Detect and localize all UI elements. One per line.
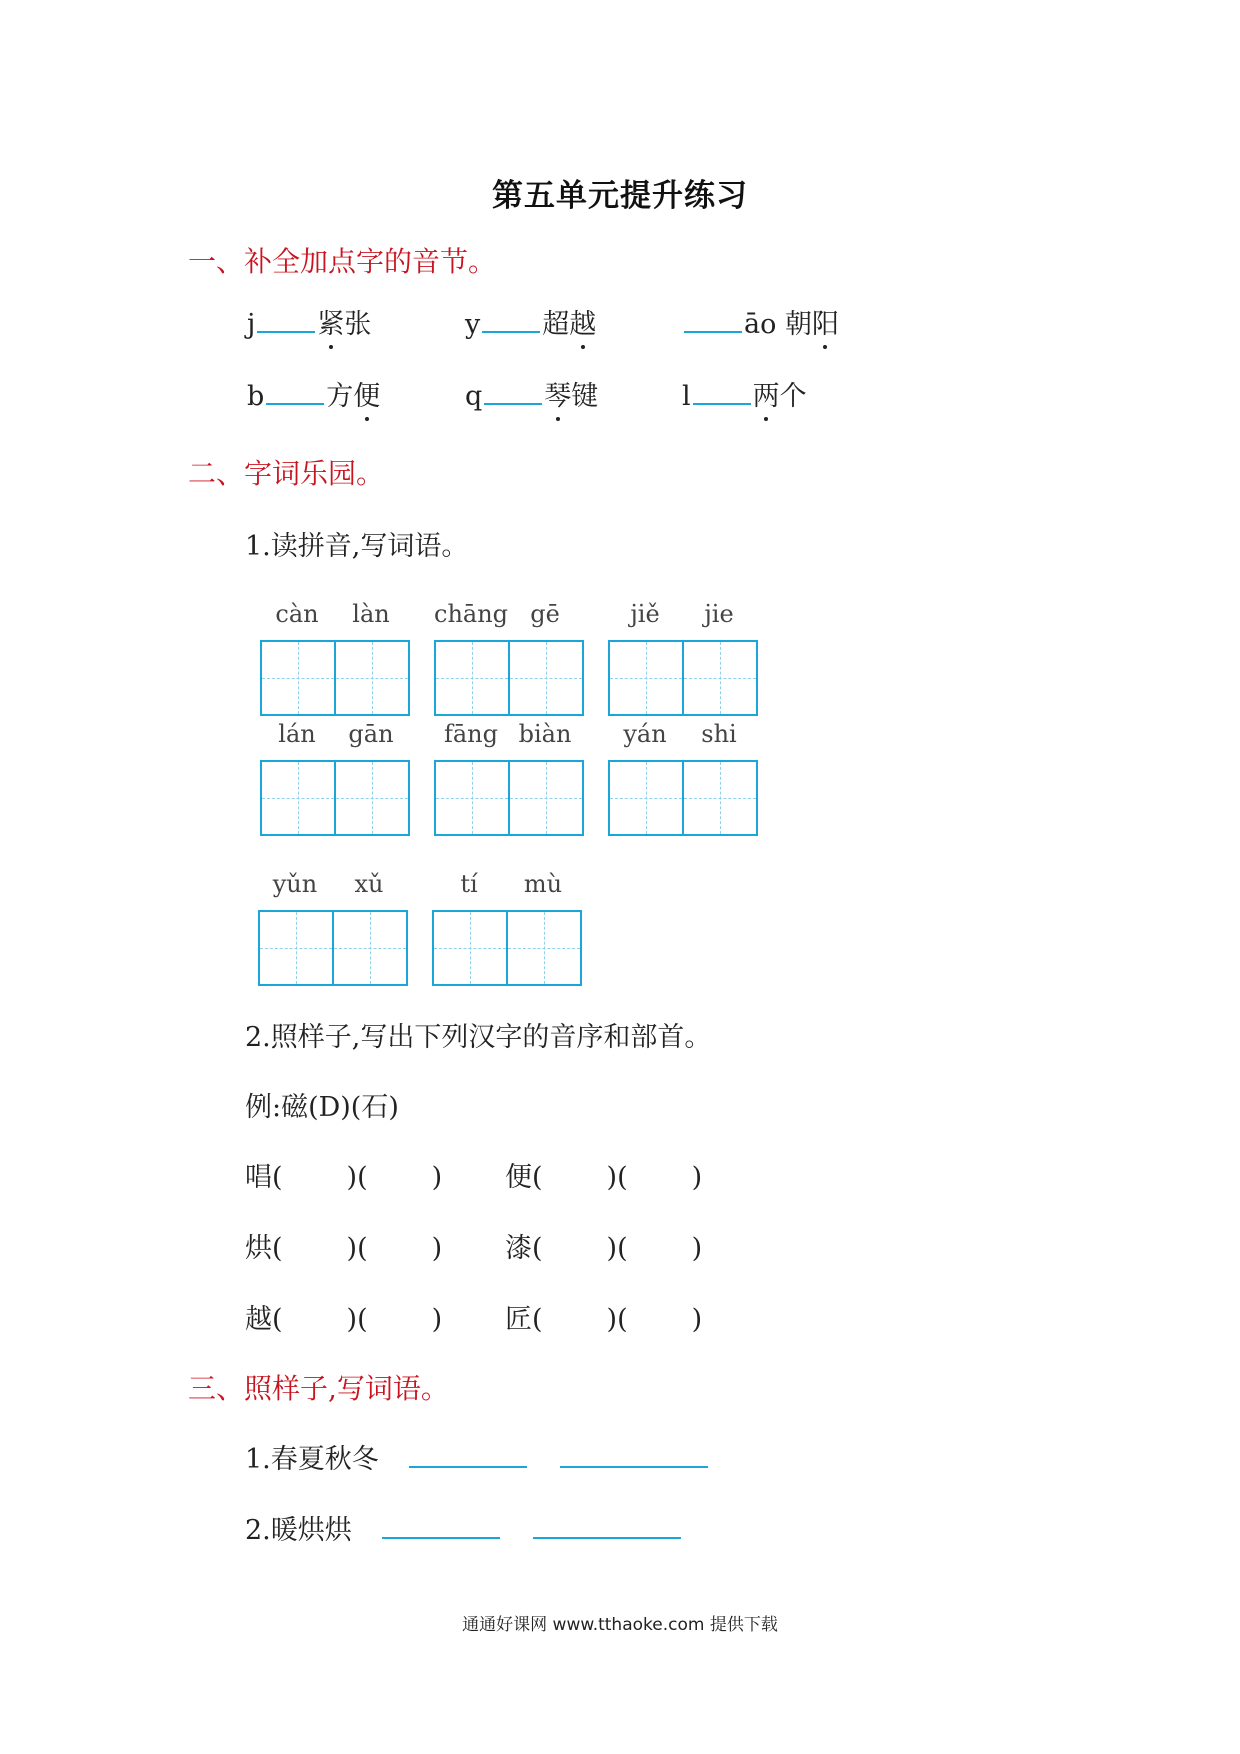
char-row: 漆( )( ) bbox=[505, 1233, 703, 1264]
char-box[interactable] bbox=[260, 640, 336, 716]
pinyin-label: jie bbox=[704, 600, 734, 628]
word-item-1 bbox=[245, 1437, 710, 1476]
answer-blank[interactable] bbox=[484, 403, 542, 405]
dotted-char: 越 bbox=[569, 302, 596, 341]
char: 超 bbox=[542, 309, 570, 340]
char: 朝 bbox=[784, 309, 812, 340]
pinyin-label: chāng bbox=[434, 600, 509, 628]
char: 张 bbox=[344, 309, 372, 340]
pinyin-item-4 bbox=[247, 374, 380, 413]
footer-credit: 通通好课网 www.tthaoke.com 提供下载 bbox=[462, 1615, 778, 1635]
dotted-char: 紧 bbox=[317, 302, 344, 341]
question-2-2: 2.照样子,写出下列汉字的音序和部首。 bbox=[245, 1022, 712, 1053]
item-prefix: q bbox=[465, 381, 483, 412]
char-box[interactable] bbox=[336, 640, 410, 716]
dotted-char: 琴 bbox=[544, 374, 571, 413]
pinyin-item-2 bbox=[465, 302, 596, 341]
pinyin-label: biàn bbox=[518, 720, 572, 748]
pinyin-label: jiě bbox=[630, 600, 660, 628]
pinyin-item-3 bbox=[682, 302, 839, 341]
item-prefix: l bbox=[682, 381, 691, 412]
item-prefix: b bbox=[247, 381, 265, 412]
pinyin-item-5 bbox=[465, 374, 598, 413]
pinyin-item-1 bbox=[247, 302, 371, 341]
char: 键 bbox=[571, 381, 599, 412]
example-line: 例:磁(D)(石) bbox=[245, 1092, 399, 1123]
char-row: 便( )( ) bbox=[505, 1162, 703, 1193]
section-1-heading: 一、补全加点字的音节。 bbox=[188, 245, 497, 278]
char-box[interactable] bbox=[508, 910, 582, 986]
page-title: 第五单元提升练习 bbox=[492, 178, 748, 214]
char-row: 越( )( ) bbox=[245, 1304, 443, 1335]
answer-blank[interactable] bbox=[482, 331, 540, 333]
answer-blank[interactable] bbox=[533, 1537, 681, 1539]
dotted-char: 便 bbox=[353, 374, 380, 413]
word-example: 1.春夏秋冬 bbox=[245, 1444, 379, 1475]
answer-blank[interactable] bbox=[409, 1466, 527, 1468]
char-box[interactable] bbox=[510, 640, 584, 716]
section-2-heading: 二、字词乐园。 bbox=[188, 457, 385, 490]
dotted-char: 两 bbox=[753, 374, 780, 413]
item-suffix: āo bbox=[744, 309, 777, 340]
char-box[interactable] bbox=[334, 910, 408, 986]
pinyin-label: shi bbox=[701, 720, 737, 748]
pinyin-label: lán bbox=[278, 720, 316, 748]
pinyin-label: mù bbox=[523, 870, 563, 898]
item-prefix: y bbox=[465, 309, 481, 340]
char-box[interactable] bbox=[432, 910, 508, 986]
word-item-2 bbox=[245, 1508, 683, 1547]
question-2-1: 1.读拼音,写词语。 bbox=[245, 531, 469, 562]
char-row: 匠( )( ) bbox=[505, 1304, 703, 1335]
pinyin-label: làn bbox=[352, 600, 390, 628]
target-char: 唱 bbox=[245, 1162, 272, 1193]
word-example: 2.暖烘烘 bbox=[245, 1515, 352, 1546]
pinyin-label: xǔ bbox=[354, 870, 384, 898]
char-box[interactable] bbox=[434, 640, 510, 716]
char-box[interactable] bbox=[336, 760, 410, 836]
dotted-char: 阳 bbox=[812, 302, 839, 341]
answer-blank[interactable] bbox=[684, 331, 742, 333]
target-char: 匠 bbox=[505, 1304, 532, 1335]
answer-blank[interactable] bbox=[257, 331, 315, 333]
target-char: 越 bbox=[245, 1304, 272, 1335]
char-row: 唱( )( ) bbox=[245, 1162, 443, 1193]
answer-blank[interactable] bbox=[693, 403, 751, 405]
char-box[interactable] bbox=[260, 760, 336, 836]
answer-blank[interactable] bbox=[382, 1537, 500, 1539]
char: 个 bbox=[779, 381, 807, 412]
pinyin-label: yǔn bbox=[272, 870, 318, 898]
pinyin-label: càn bbox=[275, 600, 319, 628]
pinyin-label: gān bbox=[348, 720, 394, 748]
char-box[interactable] bbox=[608, 760, 684, 836]
answer-blank[interactable] bbox=[266, 403, 324, 405]
target-char: 便 bbox=[505, 1162, 532, 1193]
char-box[interactable] bbox=[258, 910, 334, 986]
pinyin-item-6 bbox=[682, 374, 807, 413]
pinyin-label: tí bbox=[460, 870, 478, 898]
char-box[interactable] bbox=[510, 760, 584, 836]
pinyin-label: gē bbox=[530, 600, 560, 628]
item-prefix: j bbox=[247, 309, 256, 340]
answer-blank[interactable] bbox=[560, 1466, 708, 1468]
target-char: 烘 bbox=[245, 1233, 272, 1264]
char: 方 bbox=[326, 381, 354, 412]
char-box[interactable] bbox=[608, 640, 684, 716]
pinyin-label: fāng bbox=[443, 720, 498, 748]
target-char: 漆 bbox=[505, 1233, 532, 1264]
char-row: 烘( )( ) bbox=[245, 1233, 443, 1264]
char-box[interactable] bbox=[684, 760, 758, 836]
pinyin-label: yán bbox=[623, 720, 667, 748]
section-3-heading: 三、照样子,写词语。 bbox=[188, 1372, 449, 1405]
char-box[interactable] bbox=[434, 760, 510, 836]
char-box[interactable] bbox=[684, 640, 758, 716]
